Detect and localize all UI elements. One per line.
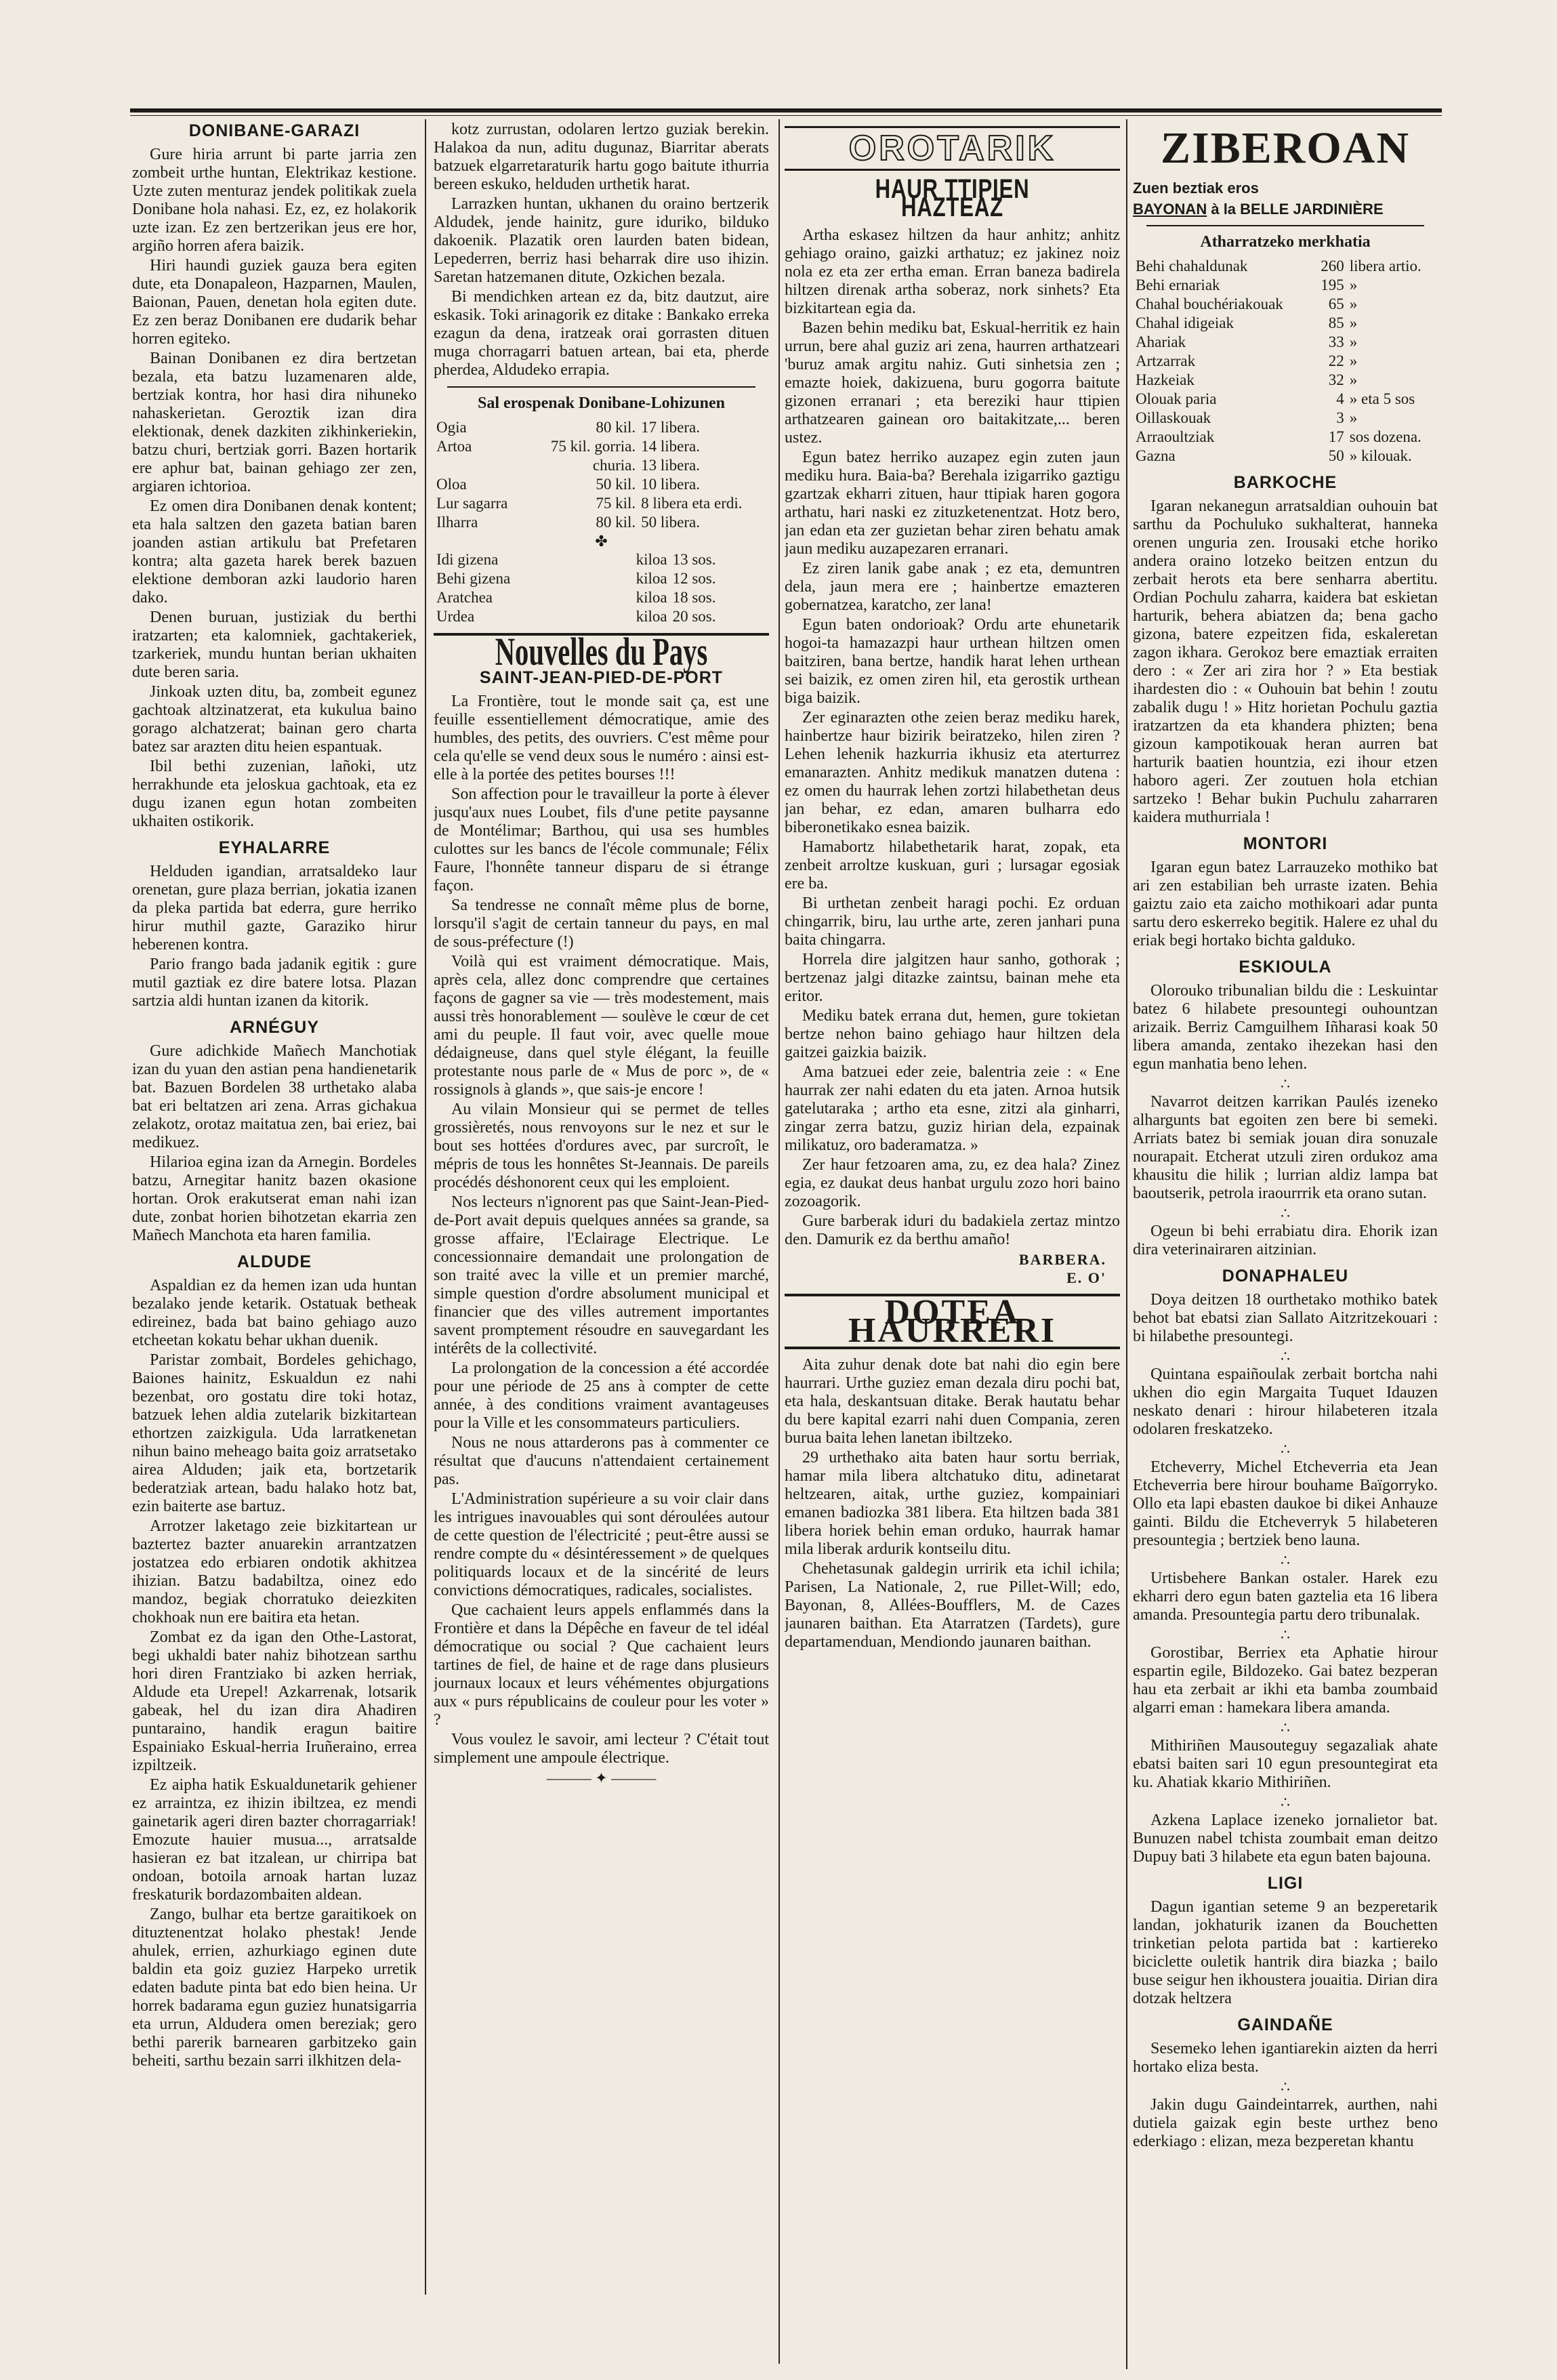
paragraph: Sesemeko lehen igantiarekin aizten da herri hortako eliza besta.	[1133, 2040, 1438, 2076]
paragraph: Zer haur fetzoaren ama, zu, ez dea hala? Zinez egia, ez daukat deus hanbat urgulu zozo hori baino zozoagorik.	[785, 1156, 1120, 1210]
paragraph: Bi mendichken artean ez da, bitz dautzut, aire eskasik. Toki arinagorik ez ditake : Bankako erreka ezagun da dena, iratzeak orai gorrasten dituen muga chorragarri batuen artean, bai eta, pherde pherdea, Aldudeko errapia.	[434, 288, 769, 379]
table-cell: 13 sos.	[672, 551, 716, 568]
ornament: ∴	[1281, 1626, 1290, 1643]
section-body	[434, 693, 769, 1767]
table-cell: Oillaskouak	[1136, 409, 1211, 426]
ad-body	[785, 1356, 1120, 1651]
paragraph: Igaran nekanegun arratsaldian ouhouin bat sarthu da Pochuluko sukhalterat, hanneka orenen unguria zen. Irousaki etche horiko andera oraino lotzeko beitzen entzun du zerbait herots eta bere senharra abertitu. Ordian Pochulu zaharra, kaidera bat eskietan harturik, behera abiatzen da; bena gacho gizona, batere ezpeitzen fida, eskaleretan zagon ikhara. Gerokoz bere emaztiak erraiten dero : « Zer ari zira hor ? » Eta bestiak ihardesten dio : « Ouhouin bat behin ! zoutu zabalik dugu ! » Hitz horietan Pochulu gaztia iratzartzen da eta khandera phizten; bena gizoun kampotikouak heran aurren bat harturik baatien hountzia, ezi ihour etzen haboro ageri. Zer zoutuen hola etchian sartzeko ! Behar bukin Puchulu zaharraren kaidera muthurriala !	[1133, 497, 1438, 826]
section-title: DONAPHALEU	[1222, 1267, 1349, 1286]
table-cell: 3	[1336, 409, 1344, 426]
table-cell: 75 kil. gorria.	[550, 438, 636, 455]
table-cell: Oloa	[436, 476, 467, 493]
paragraph: Bainan Donibanen ez dira bertzetan bezala, eta batzu luzamenaren alde, bertziak kontra, hor hasi dira nihuneko nahaskerietan. Geroztik izan dira elektionak, denek dazkiten zikhinkeriekin, batzu churi, bertziak gorri. Bazen hortarik ere aphur bat, bainan gehiago zer zen, argiaren ichtorioa.	[132, 350, 417, 495]
paragraph: Ibil bethi zuzenian, lañoki, utz herrakhunde eta jeloskua gachtoak, eta ez dugu izanen egun hotan zombeiten ukhaiten ostikorik.	[132, 758, 417, 830]
article-body	[785, 226, 1120, 1249]
paragraph: Etcheverry, Michel Etcheverria eta Jean Etcheverria bere hirour bouhame Baïgorryko. Ollo eta lapi ebasten daukoe bi dikei Anhauze gainti. Bildu die Etcheverryk 5 hilabeteren presountegia ; bertziek beno launa.	[1133, 1458, 1438, 1549]
table-cell: Ilharra	[436, 514, 478, 531]
table-cell: Chahal bouchériakouak	[1136, 295, 1283, 312]
table-cell: 65	[1328, 295, 1344, 312]
meat-table	[434, 550, 769, 626]
table-cell: sos dozena.	[1349, 428, 1421, 445]
divider	[1146, 225, 1424, 226]
table-cell: 80 kil.	[596, 514, 636, 531]
table-cell: libera artio.	[1349, 258, 1421, 274]
paragraph: Egun batez herriko auzapez egin zuten jaun mediku hura. Baia-ba? Berehala izigarriko gaztigu gzartzak ekharri zituen, haur ttipiak haren gogora arthatu, hari naski ez zituzketenentzat. Hotz bero, jan edan eta zer guzietan behar ziren behatu amak jaun mediku auzapezaren erranari.	[785, 449, 1120, 558]
table-cell: Ogia	[436, 419, 467, 436]
section-body	[132, 1042, 417, 1245]
column-divider-3	[1126, 119, 1127, 2369]
table-row	[1133, 295, 1438, 314]
section-title: SAINT-JEAN-PIED-DE-PORT	[479, 668, 724, 687]
ornament: ∴	[1281, 2078, 1290, 2095]
table-cell: kiloa	[636, 570, 667, 587]
top-rule-thin	[130, 115, 1442, 116]
table-cell: 22	[1328, 352, 1344, 369]
ad-store: à la BELLE JARDINIÈRE	[1211, 201, 1384, 218]
paragraph: Bazen behin mediku bat, Eskual-herritik ez hain urrun, bere ahal guziz ari zena, haurren arthatzeari 'buruz amak argitu nahiz. Guti sinhetsia zen ; emazte hoiek, dakizuena, buru gogorra baitute gizonen erranari ; eta bereziki haur ttipien arthatzearen gainean oro baitakitzate,... beren ustez.	[785, 319, 1120, 447]
paragraph: Gorostibar, Berriex eta Aphatie hirour espartin egile, Bildozeko. Gai batez bezperan hau eta zerbait ar ikhi eta bamba zoumbaid algarri eman : hamekara libera amanda.	[1133, 1644, 1438, 1717]
paragraph: Son affection pour le travailleur la porte à élever jusqu'aux nues Loubet, fils d'une petite paysanne de Montélimar; Barthou, qui usa ses humbles culottes sur les bancs de l'école communale; Félix Faure, l'honnête tanneur disparu de si étrange façon.	[434, 785, 769, 895]
paragraph: Arrotzer laketago zeie bizkitartean ur baztertez bazter anuarekin arrantzatzen jostatzea edo erbiaren ondotik akhitzea ihizian. Batzu badabiltza, oinez edo mandoz, begiak chorratuko deiezkiten chokhoak nun ere baitira eta hetan.	[132, 1517, 417, 1626]
table-cell: 33	[1328, 333, 1344, 350]
paragraph: Doya deitzen 18 ourthetako mothiko batek behot bat ebatsi zian Sallato Aitzritzekouari : bi hilabethe presountegi.	[1133, 1291, 1438, 1345]
table-row	[1133, 333, 1438, 352]
paragraph: Helduden igandian, arratsaldeko laur orenetan, gure plaza berrian, jokatia izanen da pleka partida bat ederra, gure herriko hirur muthil gazte, Garaziko hirur heberenen kontra.	[132, 863, 417, 953]
paragraph: Sa tendresse ne connaît même plus de borne, lorsqu'il s'agit de certain tanneur du pays, en mal de sous-préfecture (!)	[434, 897, 769, 951]
column-2	[434, 121, 769, 2357]
table-cell: Arraoultziak	[1136, 428, 1215, 445]
column-divider-2	[778, 119, 780, 2364]
table-row	[434, 550, 769, 569]
market-prices	[1133, 257, 1438, 466]
table-cell: Aratchea	[436, 589, 493, 606]
table-cell: »	[1349, 276, 1358, 293]
paragraph: Gure hiria arrunt bi parte jarria zen zombeit urthe huntan, Elektrikaz kestione. Uzte zuten menturaz jendek politikak zuela Donibane hola nahasi. Ez, ez, ez holakorik uzte izan. Ez zen bertzerikan jeus ere hor, argiño horren afera baizik.	[132, 146, 417, 255]
paragraph: Dagun igantian seteme 9 an bezperetarik landan, jokhaturik izanen da Bouchetten trinketian pelota partida bat : kartiereko biciclette ouletik hantrik dira biazka ; bailo buse seigur hen ikhoustera jouaitia. Dirian dira dotzak heltzera	[1133, 1898, 1438, 2007]
table-cell: Chahal idigeiak	[1136, 314, 1234, 331]
paragraph: La Frontière, tout le monde sait ça, est une feuille essentiellement démocratique, amie des humbles, des petits, des ouvriers. C'est même pour cela qu'elle se vend deux sous le numéro : ainsi est-elle à la portée des petites bourses !!!	[434, 693, 769, 783]
signature: BARBERA.	[1018, 1251, 1106, 1268]
table-cell: 12 sos.	[672, 570, 716, 587]
table-cell: »	[1349, 409, 1358, 426]
ornament: ∴	[1281, 1205, 1290, 1222]
market-table-title: Sal erospenak Donibane-Lohizunen	[478, 394, 725, 412]
paragraph: La prolongation de la concession a été accordée pour une période de 25 ans à compter de cette année, à des conditions vraiment avantageuses pour la Ville et les consommateurs particuliers.	[434, 1359, 769, 1432]
section-title: MONTORI	[1243, 834, 1328, 853]
table-cell: »	[1349, 314, 1358, 331]
table-cell: »	[1349, 333, 1358, 350]
paragraph: Navarrot deitzen karrikan Paulés izeneko alhargunts bat egoiten zen bere bi semeki. Arriats batez bi semiak jouan dira sonuzale nourapait. Etcherat utzuli ziren ordukoz ama khausitu die hilik ; lurrian aldiz lampa bat baoutserik, petrola iraourrrik eta orano sutan.	[1133, 1093, 1438, 1202]
column-3	[785, 121, 1120, 2357]
table-row	[1133, 390, 1438, 409]
table-cell: » kilouak.	[1349, 447, 1412, 464]
section-body	[132, 146, 417, 831]
table-cell: Lur sagarra	[436, 495, 508, 512]
column-1	[132, 121, 417, 2357]
paragraph: Egun baten ondorioak? Ordu arte ehunetarik hogoi-ta hamazazpi haur urthean hiltzen omen baitziren, bana bertze, handik harat lehen urthean sei baizik, ez omen ziren hil, eta gerostik urthean biga baizik.	[785, 616, 1120, 707]
ornament: ∴	[1281, 1719, 1290, 1736]
paragraph: Ama batzuei eder zeie, balentria zeie : « Ene haurrak zer nahi edaten du eta jaten. Arnoa hutsik gatelutaraka ; artho eta esne, zitzi ala ginharri, zingar zerra batzu, guziz hirian dela, ezpainak milikatuz, oro baderamatza. »	[785, 1063, 1120, 1154]
paragraph: Paristar zombait, Bordeles gehichago, Baiones hainitz, Eskualdun ez nahi bezenbat, oro gostatu dire toki hotaz, batzuek lehen aldia zutelarik bizkitartean ethortzen zaizkigula. Uda larratkenetan nihun baino meheago baita goiz arratsetako airea Alduden; jaik eta, bortzetarik bederatziak artean, badu halako hotz bat, ezin baiterte ase bartuz.	[132, 1351, 417, 1515]
table-cell: 75 kil.	[596, 495, 636, 512]
table-row	[1133, 409, 1438, 428]
section-title: ALDUDE	[236, 1252, 312, 1271]
masthead-ziberoan: ZIBEROAN	[1160, 123, 1411, 173]
column-4	[1133, 121, 1438, 2357]
paragraph: L'Administration supérieure a su voir clair dans les intrigues inavouables qui sont déroulées autour de cette question de l'électricité ; peut-être aussi se rendre compte du « désintéressement » de quelques politiquards locaux et de la sincérité de leurs convictions démocratiques, radicales, socialistes.	[434, 1490, 769, 1599]
section-title: DONIBANE-GARAZI	[188, 121, 360, 140]
ad-title: DOTEA HAURRERI	[848, 1293, 1057, 1350]
table-row	[434, 418, 769, 437]
article-continuation	[434, 121, 769, 379]
table-cell: 195	[1321, 276, 1344, 293]
table-cell: 50 libera.	[641, 514, 700, 531]
paragraph: Jinkoak uzten ditu, ba, zombeit egunez gachtoak altzinatzerat, eta kukulua baino gorago alchatzerat; bainan gero charta batez sar arazten ditu heien espantuak.	[132, 683, 417, 756]
article-title: HAUR TTIPIEN HAZTEAZ	[875, 174, 1030, 222]
paragraph: Vous voulez le savoir, ami lecteur ? C'était tout simplement une ampoule électrique.	[434, 1731, 769, 1767]
paragraph: Mediku batek errana dut, hemen, gure tokietan bertze nehon baino gehiago haur hiltzen dela gaitzei gaizkia baizik.	[785, 1007, 1120, 1061]
table-cell: Behi chahaldunak	[1136, 258, 1248, 274]
table-row	[434, 607, 769, 626]
table-cell: kiloa	[636, 589, 667, 606]
table-cell: »	[1349, 371, 1358, 388]
table-cell: kiloa	[636, 608, 667, 625]
paragraph: Ez ziren lanik gabe anak ; ez eta, demuntren dela, jaun mera ere ; hainbertze emazteren gobernatzea, karatcho, zer lana!	[785, 560, 1120, 614]
paragraph: Aspaldian ez da hemen izan uda huntan bezalako jende ketarik. Ostatuak betheak edireinez, bada bat baino gehiago auzo etcheetan kokatu behar ukhan duenik.	[132, 1277, 417, 1349]
table-cell: 17 libera.	[641, 419, 700, 436]
section-title: GAINDAÑE	[1237, 2015, 1333, 2034]
ornament: ∴	[1281, 1794, 1290, 1811]
section-title: LIGI	[1267, 1874, 1304, 1893]
ornament: ✤	[595, 533, 608, 550]
table-cell: 32	[1328, 371, 1344, 388]
market-title: Atharratzeko merkhatia	[1200, 233, 1371, 251]
table-cell: 17	[1328, 428, 1344, 445]
table-row	[434, 494, 769, 513]
paragraph: Gure barberak iduri du badakiela zertaz mintzo den. Damurik ez da berthu amaño!	[785, 1212, 1120, 1248]
table-row	[1133, 352, 1438, 371]
table-cell: Artzarrak	[1136, 352, 1196, 369]
section-title: BARKOCHE	[1233, 473, 1337, 492]
ornament: ∴	[1281, 1552, 1290, 1569]
table-cell: »	[1349, 295, 1358, 312]
table-cell	[434, 456, 528, 475]
table-row	[434, 456, 769, 475]
paragraph: Que cachaient leurs appels enflammés dans la Frontière et dans la Dépêche en faveur de tel idéal démocratique ou social ? Que cachaient leurs tartines de fiel, de haine et de rage dans plusieurs journaux locaux et leurs véhémentes objurgations aux « purs républicains de couleur pour les voter » ?	[434, 1601, 769, 1729]
table-cell: » eta 5 sos	[1349, 390, 1415, 407]
table-cell: Artoa	[436, 438, 472, 455]
table-cell: 10 libera.	[641, 476, 700, 493]
table-cell: 4	[1336, 390, 1344, 407]
section-title: ARNÉGUY	[229, 1018, 319, 1037]
paragraph: Chehetasunak galdegin urririk eta ichil ichila; Parisen, La Nationale, 2, rue Pillet-Will; edo, Bayonan, 8, Allées-Boufflers, M. de Cazes jaunaren baithan. Eta Atarratzen (Tardets), gure departamenduan, Mendiondo jaunaren baithan.	[785, 1560, 1120, 1651]
top-rule-thick	[130, 108, 1442, 112]
table-cell: Idi gizena	[436, 551, 499, 568]
column-divider-1	[425, 119, 426, 2295]
paragraph: Voilà qui est vraiment démocratique. Mais, après cela, allez donc comprendre que certaines façons de gagner sa vie — très modestement, mais aussi très honorablement — soulève le cœur de cet ami du peuple. Il faut voir, avec quelle moue dédaigneuse, dans quel style élégant, la feuille protestante nous parle de « Mus de porc », de « rossignols à glands », que sais-je encore !	[434, 953, 769, 1099]
table-cell: 18 sos.	[672, 589, 716, 606]
signature: E. O'	[1066, 1269, 1106, 1286]
table-cell: »	[1349, 352, 1358, 369]
table-cell: 50 kil.	[596, 476, 636, 493]
ornament: ∴	[1281, 1348, 1290, 1365]
paragraph: Nous ne nous attarderons pas à commenter ce résultat que d'aucuns n'attendaient certainement pas.	[434, 1434, 769, 1488]
table-cell: 8 libera eta erdi.	[641, 495, 743, 512]
table-row	[1133, 257, 1438, 276]
table-cell: Behi ernariak	[1136, 276, 1220, 293]
ad-line	[1133, 200, 1438, 218]
paragraph: Au vilain Monsieur qui se permet de telles grossièretés, nous renvoyons sur le nez et sur le bout ses hottées d'ordures avec, par surcroît, le mépris de tous les honnêtes St-Jeannais. De pareils procédés déshonorent ceux qui les emploient.	[434, 1101, 769, 1191]
table-row	[1133, 314, 1438, 333]
paragraph: Hilarioa egina izan da Arnegin. Bordeles batzu, Arnegitar hanitz bazen okasione hortan. Orok erakutserat eman nahi izan dute, zonbat horien bihotzetan ekarria zen Mañech Manchota eta haren familia.	[132, 1153, 417, 1244]
ornament: ——— ✦ ———	[546, 1769, 657, 1786]
table-cell: 13 libera.	[641, 457, 700, 474]
paragraph: Quintana espaiñoulak zerbait bortcha nahi ukhen dio egin Margaita Tuquet Idauzen neskato denari : hirour hilabeteren itzala odolaren freskatzeko.	[1133, 1366, 1438, 1438]
table-cell: 85	[1328, 314, 1344, 331]
table-cell: kiloa	[636, 551, 667, 568]
paragraph: Larrazken huntan, ukhanen du oraino bertzerik Aldudek, jende hainitz, gure iduriko, bilduko dakoenik. Plazatik oren laurden baten bidean, Lepederren, berriz hasi beharrak dire uso ihizin. Saretan hatzemanen ditute, Ozkichen bezala.	[434, 195, 769, 286]
table-cell: Gazna	[1136, 447, 1176, 464]
table-row	[434, 569, 769, 588]
paragraph: Gure adichkide Mañech Manchotiak izan du yuan den astian pena handienetarik bat. Bazuen Bordelen 38 urthetako alaba bat eri beltatzen ari zena. Arras gichakua zelakotz, orotaz maitatua zen, bai eriez, bai medikuez.	[132, 1042, 417, 1151]
ad-city: BAYONAN	[1133, 201, 1207, 218]
ad-line: Zuen beztiak eros	[1133, 180, 1259, 197]
paragraph: Azkena Laplace izeneko jornalietor bat. Bunuzen nabel tchista zoumbait eman deitzo Dupuy bati 3 hilabete eta egun baten bajouna.	[1133, 1811, 1438, 1866]
paragraph: Pario frango bada jadanik egitik : gure mutil gaztiak ez dire batere lotsa. Plazan sartzia aldi huntan izanen da kitorik.	[132, 956, 417, 1010]
ornament: ∴	[1281, 1075, 1290, 1092]
table-row	[434, 588, 769, 607]
divider	[447, 386, 755, 388]
paragraph: Ez aipha hatik Eskualdunetarik gehiener ez arraintza, ez ihizin ibiltzea, ez mendi gainetarik ageri diren bazter chorragarriak! Emozute hauier musua..., arratsalde hasieran ez bat itzalean, ur chirripa bat ondoan, botoila arnoak hartan luzaz freskaturik bordazombaiten aldean.	[132, 1776, 417, 1904]
table-row	[1133, 371, 1438, 390]
paragraph: Jakin dugu Gaindeintarrek, aurthen, nahi dutiela gaizak egin beste urthez beno ederkiago : elizan, meza bezperetan khantu	[1133, 2096, 1438, 2150]
table-cell: churia.	[592, 457, 636, 474]
market-table	[434, 418, 769, 532]
masthead-orotarik: OROTARIK	[785, 126, 1120, 171]
paragraph: Denen buruan, justiziak du berthi iratzarten; eta kalomniek, gachtakeriek, tzarkeriek, mundu huntan berian ukhaiten dute beren saria.	[132, 609, 417, 681]
paragraph: Hamabortz hilabethetarik harat, zopak, eta zenbeit arroltze kuskuan, guri ; lursagar egosiak ere ba.	[785, 838, 1120, 893]
paragraph: Artha eskasez hiltzen da haur anhitz; anhitz gehiago oraino, gaizki arthatuz; ez jakinez noiz nola ez eta zer ertha eman. Erran baneza badirela hiltzen direnak artha soberaz, nork sinhets? Eta bizkitartean egia da.	[785, 226, 1120, 317]
paragraph: 29 urthethako aita baten haur sortu berriak, hamar mila libera altchatuko ditu, adinetarat heltzearen, aitak, urthe guziez, kompainiari emanen badiozka 381 libera. Eta hiltzen bada 381 libera horiek behin eman orduko, haurrak hamar mila liberak ardurik kontseilu ditu.	[785, 1449, 1120, 1558]
table-row	[434, 437, 769, 456]
section-title: ESKIOULA	[1239, 958, 1332, 977]
table-cell: Olouak paria	[1136, 390, 1217, 407]
paragraph: Horrela dire jalgitzen haur sanho, gothorak ; bertzenaz jalgi ditazke zaintsu, bainan mehe eta eritor.	[785, 951, 1120, 1005]
table-row	[1133, 447, 1438, 466]
paragraph: Zango, bulhar eta bertze garaitikoek on dituztenentzat holako phestak! Jende ahulek, errien, azhurkiago eginen dute baldin eta goiz guziez Harpeko urretik edaten badute pinta bat edo bien heina. Ur horrek badarama egun guziez hunatsigarria eta urrun, Aldudera omen bereziak; gero bethi parerik barnearen garbitzeko gain beheiti, sarthu bezain sarri ilkhitzen dela-	[132, 1906, 417, 2070]
section-body	[132, 1277, 417, 2070]
table-cell: 14 libera.	[641, 438, 700, 455]
table-cell: Hazkeiak	[1136, 371, 1195, 388]
table-cell: 50	[1328, 447, 1344, 464]
table-row	[434, 513, 769, 532]
paragraph: Zombat ez da igan den Othe-Lastorat, begi ukhaldi bater nahiz bihotzean sarthu hori diren Frantziako bi azken herriak, Aldude eta Urepel! Azkarrenak, lotsarik gabeak, hel du izan dira Ahadiren puntaraino, handik eragun baitire Espainiako Eskual-herria Iruñeraino, errea izpiltzeik.	[132, 1628, 417, 1774]
table-cell: 260	[1321, 258, 1344, 274]
paragraph: Olorouko tribunalian bildu die : Leskuintar batez 6 hilabete presountegi ouhountzan arizaik. Berriz Camguilhem Iñharasi koak 50 libera amanda, zentako ihezekan hasi den egun manhatia beno lehen.	[1133, 982, 1438, 1073]
paragraph: Bi urthetan zenbeit haragi pochi. Ez orduan chingarrik, biru, lau urthe arte, zeren janhari puna baita chingarra.	[785, 895, 1120, 949]
ornament: ∴	[1281, 1441, 1290, 1458]
table-cell: 20 sos.	[672, 608, 716, 625]
table-cell: Ahariak	[1136, 333, 1186, 350]
table-row	[1133, 428, 1438, 447]
section-title: EYHALARRE	[218, 838, 331, 857]
paragraph: Hiri haundi guziek gauza bera egiten dute, eta Donapaleon, Hazparnen, Maulen, Baionan, Pauen, denetan hola egiten dute. Ez zen beraz Donibanen ere dudarik behar horren egiteko.	[132, 257, 417, 348]
paragraph: Ez omen dira Donibanen denak kontent; eta hala saltzen den gazeta batian baren joanden astian artikulu bat Prefetaren kontra; alta gazeta harek berek bazuen elektione demboran azki laudorio haren dako.	[132, 497, 417, 607]
paragraph: Zer eginarazten othe zeien beraz mediku harek, hainbertze haur bizirik beiratzeko, hilen ziren ? Lehen lehenik hazkurria ikhusiz eta aterturrez emanarazten. Anhitz medikuk manatzen dutena : ez omen du haurrak lehen zortzi hilabethetan deus jan behar, ez edan, amaren bulharra edo biberonetikako esnea baizik.	[785, 709, 1120, 836]
paragraph: Ogeun bi behi errabiatu dira. Ehorik izan dira veterinairaren aitzinian.	[1133, 1223, 1438, 1258]
nouvelles-title: Nouvelles du Pays	[495, 630, 708, 674]
paragraph: Igaran egun batez Larrauzeko mothiko bat ari zen estabilian beh urraste izaten. Behia gaiztu zaio eta zaicho mothikoari adar punta sartu dero eskerreko begitik. Halere ez uhal du eriak begi hortako bichta galduko.	[1133, 859, 1438, 949]
table-cell: Urdea	[436, 608, 475, 625]
table-cell: Behi gizena	[436, 570, 511, 587]
paragraph: Nos lecteurs n'ignorent pas que Saint-Jean-Pied-de-Port avait depuis quelques années sa grande, sa grosse affaire, l'Eclairage Electrique. Le concessionnaire demandait une prolongation de son traité avec la ville et un premier marché, simple question d'ordre absolument municipal et financier que des villes autrement importantes savent promptement résoudre en sauvegardant les intérêts de la collectivité.	[434, 1193, 769, 1357]
paragraph: Mithiriñen Mausouteguy segazaliak ahate ebatsi baiten sari 10 egun presountegirat eta ku. Ahatiak kkario Mithiriñen.	[1133, 1737, 1438, 1791]
paragraph: Urtisbehere Bankan ostaler. Harek ezu ekharri dero egun baten gaztelia eta 16 libera amanda. Presountegia partu dero tribunalak.	[1133, 1569, 1438, 1624]
table-cell: 80 kil.	[596, 419, 636, 436]
table-row	[434, 475, 769, 494]
paragraph: kotz zurrustan, odolaren lertzo guziak berekin. Halakoa da nun, aditu dugunaz, Biarritar aberats batzuek elgarretaraturik hartu gogo baitute ithurria bereen eskuko, helduden urthetik harat.	[434, 121, 769, 193]
table-row	[1133, 276, 1438, 295]
paragraph: Aita zuhur denak dote bat nahi dio egin bere haurrari. Urthe guziez eman dezala diru pochi bat, eta hala, deskantsuan ditake. Berak hautatu behar du bere kapital ezarri nahi duen Compania, zeren burua baita lehen lanetan ibiltzeko.	[785, 1356, 1120, 1447]
section-body	[132, 863, 417, 1010]
